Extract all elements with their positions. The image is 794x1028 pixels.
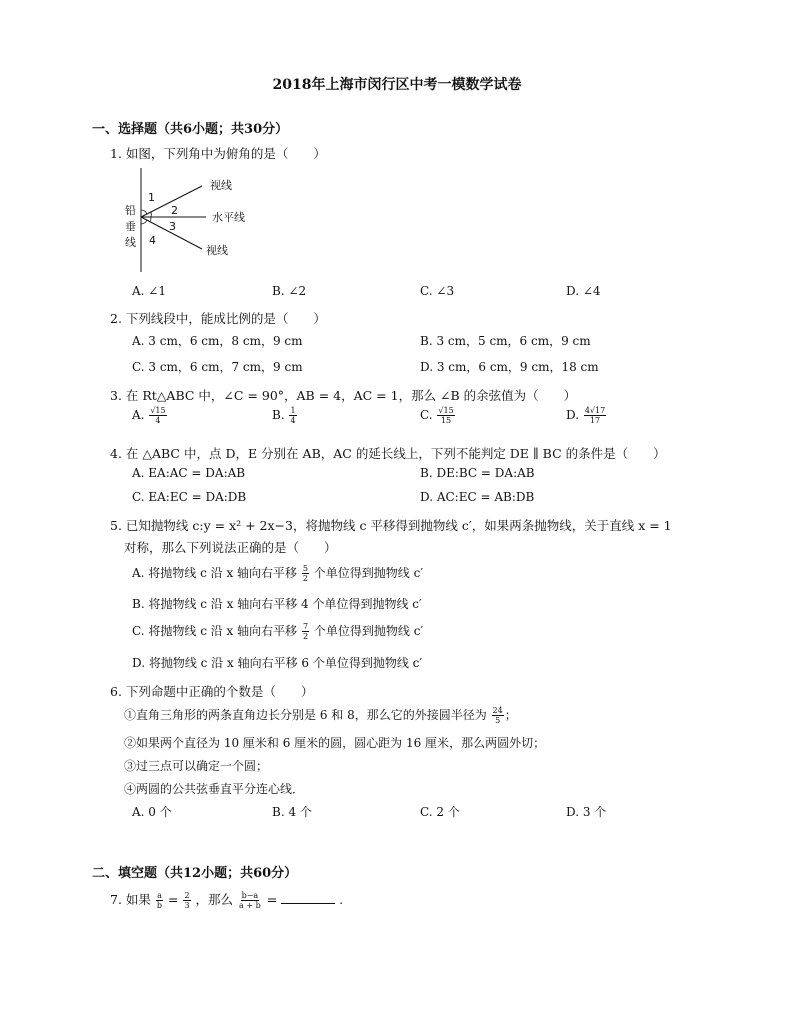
label-sight-lower: 视线: [206, 244, 228, 257]
q1-option-c: C. ∠3: [420, 284, 455, 298]
q6-statement-4: ④两圆的公共弦垂直平分连心线．: [124, 782, 305, 796]
q1-option-d: D. ∠4: [566, 284, 601, 298]
q5-option-a-fraction: [302, 564, 309, 583]
q5-option-b: B. 将抛物线 c 沿 x 轴向右平移 4 个单位得到抛物线 c′: [132, 597, 422, 611]
label-sight-upper: 视线: [210, 179, 232, 192]
q7-fraction-2-3: [183, 891, 190, 910]
q4-option-c: C. EA:EC = DA:DB: [132, 490, 247, 504]
q5-option-c-post: 个单位得到抛物线 c′: [313, 624, 424, 638]
q6-statement-1-post: ；: [504, 708, 517, 722]
q3-option-d: [566, 406, 607, 425]
q3-d-denominator: 17: [589, 416, 601, 425]
angle-arc-4: [141, 220, 147, 224]
question-4-stem: 4. 在 △ABC 中，点 D，E 分别在 AB，AC 的延长线上，下列不能判定 DE ∥ BC 的条件是（ ）: [110, 446, 666, 461]
q5-option-a-post: 个单位得到抛物线 c′: [313, 566, 424, 580]
q1-option-a: A. ∠1: [132, 284, 166, 298]
q3-option-a-fraction: [149, 406, 166, 425]
q7-pre: 7. 如果: [110, 892, 151, 907]
q7-f1-numerator: a: [157, 891, 162, 900]
q6-s1-numerator: 24: [492, 706, 503, 715]
q7-equals-2: =: [266, 892, 278, 907]
q7-f2-denominator: 3: [184, 901, 190, 910]
section-heading-fill: 二、填空题（共12小题；共60分）: [92, 866, 298, 881]
angle-arc-1: [141, 210, 147, 214]
q2-option-d: D. 3 cm，6 cm，9 cm，18 cm: [420, 360, 599, 374]
angle-label-1: 1: [148, 191, 155, 204]
question-1-stem: 1. 如图，下列角中为俯角的是（ ）: [110, 146, 326, 161]
q4-option-a: A. EA:AC = DA:AB: [132, 466, 246, 480]
q3-option-c-label: C.: [420, 408, 433, 422]
q3-option-a: [132, 406, 168, 425]
q7-f2-numerator: 2: [184, 891, 190, 900]
label-plumb-3: 线: [125, 236, 136, 249]
question-5-stem-line2: 对称，那么下列说法正确的是（ ）: [124, 540, 337, 555]
question-6-stem: 6. 下列命题中正确的个数是（ ）: [110, 684, 314, 699]
q6-option-b: B. 4 个: [272, 805, 312, 819]
q5-a-denominator: 2: [302, 574, 308, 583]
q6-statement-1-pre: ①直角三角形的两条直角边长分别是 6 和 8，那么它的外接圆半径为: [124, 708, 487, 722]
q4-option-b: B. DE:BC = DA:AB: [420, 466, 535, 480]
q5-c-denominator: 2: [302, 632, 309, 641]
angle-figure: [120, 168, 280, 274]
q3-option-d-label: D.: [566, 408, 580, 422]
question-2-stem: 2. 下列线段中，能成比例的是（ ）: [110, 311, 326, 326]
q7-mid-text: ，那么: [195, 892, 234, 907]
q7-fraction-a-over-b: [156, 891, 163, 910]
q3-a-denominator: 4: [155, 416, 161, 425]
q7-answer-blank[interactable]: [281, 893, 335, 904]
q1-option-b: B. ∠2: [272, 284, 307, 298]
q3-b-numerator: 1: [290, 406, 296, 415]
q3-c-denominator: 15: [440, 416, 452, 425]
q7-f3-numerator: b−a: [241, 891, 259, 900]
q6-statement-1-fraction: [492, 706, 504, 725]
label-horizontal: 水平线: [212, 211, 245, 224]
q5-option-a: [132, 564, 423, 583]
q5-option-c: [132, 622, 423, 641]
q5-option-c-pre: C. 将抛物线 c 沿 x 轴向右平移: [132, 624, 298, 638]
q3-d-numerator: 4√17: [584, 406, 606, 415]
q3-option-b: [272, 406, 298, 425]
q6-statement-2: ②如果两个直径为 10 厘米和 6 厘米的圆，圆心距为 16 厘米，那么两圆外切；: [124, 736, 546, 750]
question-3-stem: 3. 在 Rt△ABC 中，∠C = 90°，AB = 4，AC = 1，那么 ∠B 的余弦值为（ ）: [110, 388, 577, 403]
q3-option-c: [420, 406, 456, 425]
q3-option-c-fraction: [437, 406, 454, 425]
section-heading-choice: 一、选择题（共6小题；共30分）: [92, 122, 289, 137]
q3-a-numerator: √15: [150, 406, 166, 415]
question-5-stem-line1: 5. 已知抛物线 c:y = x² + 2x−3，将抛物线 c 平移得到抛物线 c′，如果两条抛物线，关于直线 x = 1: [110, 518, 672, 533]
q2-option-a: A. 3 cm，6 cm，8 cm，9 cm: [132, 334, 303, 348]
q3-option-a-label: A.: [132, 408, 145, 422]
angle-arc-3: [150, 217, 151, 222]
q3-b-denominator: 4: [290, 416, 296, 425]
angle-label-4: 4: [149, 234, 156, 247]
q5-a-numerator: 5: [302, 564, 308, 573]
q5-c-numerator: 7: [302, 622, 309, 631]
q7-f3-denominator: a + b: [239, 901, 261, 910]
q4-option-d: D. AC:EC = AB:DB: [420, 490, 535, 504]
q3-option-d-fraction: [584, 406, 606, 425]
q6-s1-denominator: 5: [495, 716, 501, 725]
q7-end: .: [339, 892, 344, 907]
q5-option-a-pre: A. 将抛物线 c 沿 x 轴向右平移: [132, 566, 298, 580]
q7-equals-1: =: [168, 892, 183, 907]
q6-option-d: D. 3 个: [566, 805, 607, 819]
q3-option-b-fraction: [289, 406, 296, 425]
q2-option-b: B. 3 cm，5 cm，6 cm，9 cm: [420, 334, 591, 348]
q2-option-c: C. 3 cm，6 cm，7 cm，9 cm: [132, 360, 303, 374]
q6-option-c: C. 2 个: [420, 805, 460, 819]
page-title: 2018年上海市闵行区中考一模数学试卷: [272, 77, 522, 93]
q6-statement-3: ③过三点可以确定一个圆；: [124, 759, 269, 773]
q5-option-c-fraction: [302, 622, 309, 641]
q3-c-numerator: √15: [438, 406, 454, 415]
angle-label-3: 3: [169, 220, 176, 233]
label-plumb-1: 铅: [125, 204, 136, 217]
q6-option-a: A. 0 个: [132, 805, 172, 819]
q7-fraction-target: [238, 891, 262, 910]
label-plumb-2: 垂: [125, 220, 136, 233]
q3-option-b-label: B.: [272, 408, 285, 422]
angle-label-2: 2: [171, 204, 178, 217]
q5-option-d: D. 将抛物线 c 沿 x 轴向右平移 6 个单位得到抛物线 c′: [132, 656, 423, 670]
q7-f1-denominator: b: [156, 901, 163, 910]
q6-statement-1: [124, 706, 517, 725]
question-7: [110, 890, 343, 910]
